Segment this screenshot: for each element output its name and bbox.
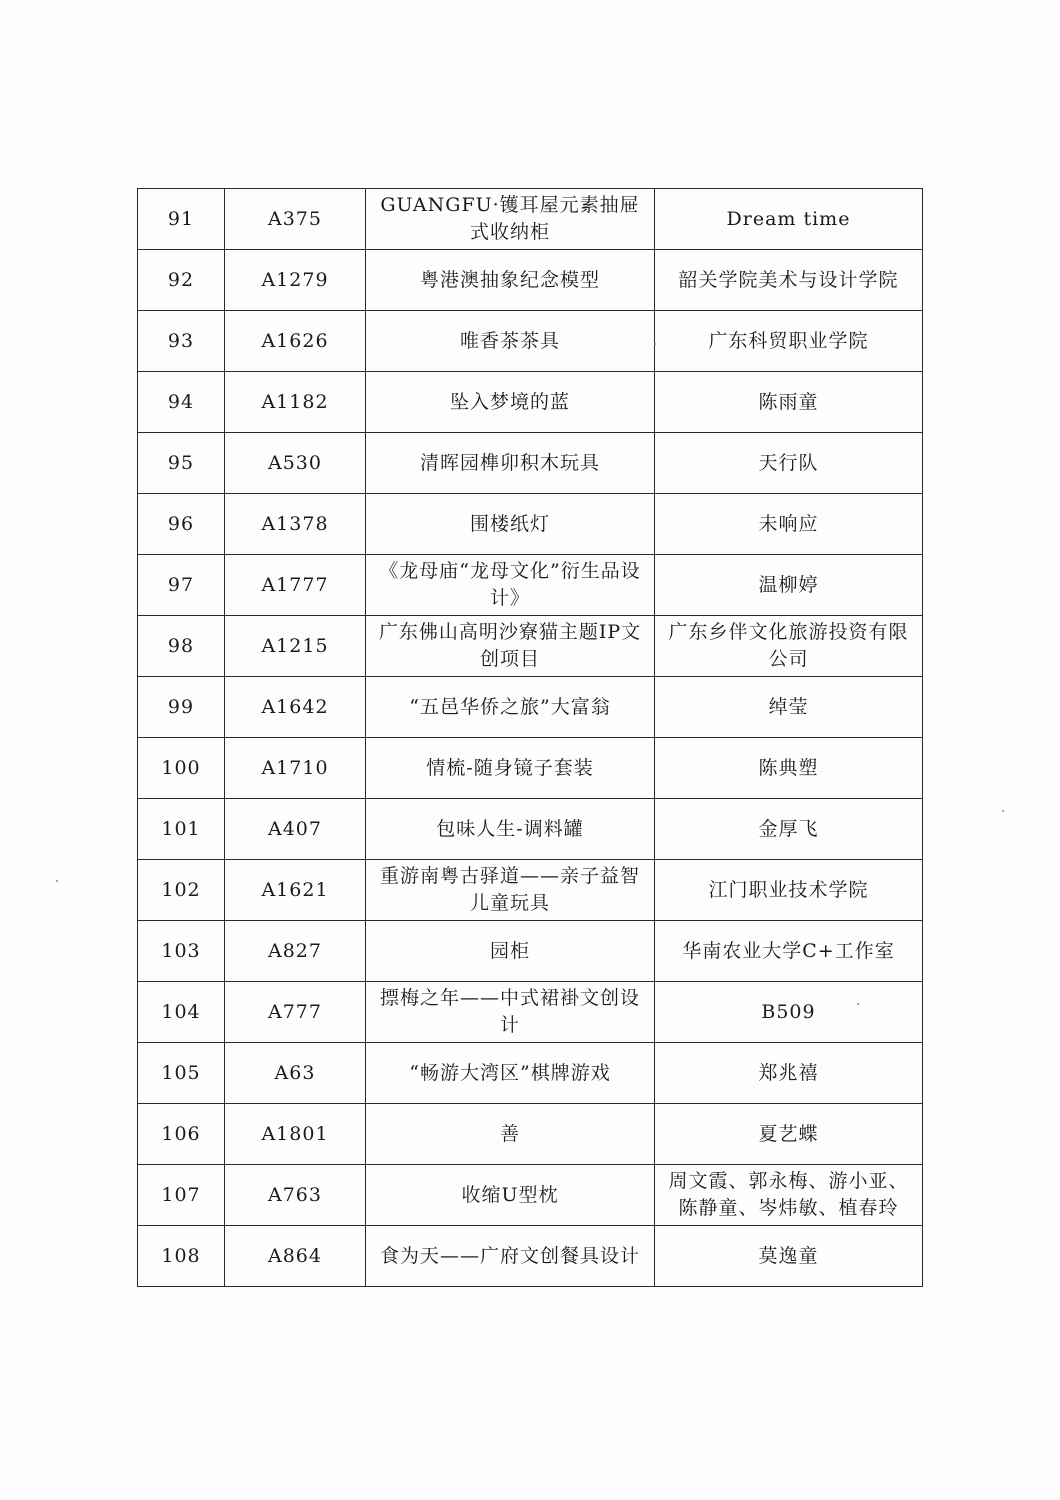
row-number: 95 [138, 433, 225, 494]
table-row [138, 250, 923, 311]
entry-author: 未响应 [655, 494, 923, 555]
entry-title: 善 [366, 1104, 655, 1165]
entry-code: A1642 [225, 677, 366, 738]
entry-author: 夏艺蝶 [655, 1104, 923, 1165]
entry-code: A1378 [225, 494, 366, 555]
entry-title: “五邑华侨之旅”大富翁 [366, 677, 655, 738]
entry-author: 陈典塑 [655, 738, 923, 799]
row-number: 98 [138, 616, 225, 677]
entry-title: 收缩U型枕 [366, 1165, 655, 1226]
table-row [138, 860, 923, 921]
table-row [138, 1043, 923, 1104]
entry-code: A1710 [225, 738, 366, 799]
entry-author: 韶关学院美术与设计学院 [655, 250, 923, 311]
table-row [138, 1226, 923, 1287]
table-row [138, 311, 923, 372]
table-row [138, 616, 923, 677]
entry-title: 食为天——广府文创餐具设计 [366, 1226, 655, 1287]
row-number: 92 [138, 250, 225, 311]
row-number: 102 [138, 860, 225, 921]
entry-title: 园柜 [366, 921, 655, 982]
row-number: 99 [138, 677, 225, 738]
entry-author: 莫逸童 [655, 1226, 923, 1287]
row-number: 100 [138, 738, 225, 799]
entry-title: 《龙母庙“龙母文化”衍生品设计》 [366, 555, 655, 616]
entry-code: A1621 [225, 860, 366, 921]
entry-author: 郑兆禧 [655, 1043, 923, 1104]
entry-title: GUANGFU·镬耳屋元素抽屉式收纳柜 [366, 189, 655, 250]
scan-speck [654, 343, 656, 345]
row-number: 106 [138, 1104, 225, 1165]
table-row [138, 433, 923, 494]
entry-author: 绰莹 [655, 677, 923, 738]
entry-author: 周文霞、郭永梅、游小亚、陈静童、岑炜敏、植春玲 [655, 1165, 923, 1226]
table-row [138, 494, 923, 555]
table-row [138, 372, 923, 433]
entry-code: A864 [225, 1226, 366, 1287]
entry-title: 重游南粤古驿道——亲子益智儿童玩具 [366, 860, 655, 921]
row-number: 94 [138, 372, 225, 433]
row-number: 91 [138, 189, 225, 250]
table-row [138, 921, 923, 982]
row-number: 93 [138, 311, 225, 372]
table-row [138, 982, 923, 1043]
row-number: 107 [138, 1165, 225, 1226]
entry-author: 广东科贸职业学院 [655, 311, 923, 372]
entry-title: 包味人生-调料罐 [366, 799, 655, 860]
entry-title: 粤港澳抽象纪念模型 [366, 250, 655, 311]
entry-code: A1215 [225, 616, 366, 677]
row-number: 97 [138, 555, 225, 616]
table-row [138, 1165, 923, 1226]
table-row [138, 1104, 923, 1165]
entry-code: A777 [225, 982, 366, 1043]
entry-code: A530 [225, 433, 366, 494]
entry-title: 围楼纸灯 [366, 494, 655, 555]
entry-author: B509 [655, 982, 923, 1043]
entry-code: A1182 [225, 372, 366, 433]
table-row [138, 677, 923, 738]
entry-author: 江门职业技术学院 [655, 860, 923, 921]
entry-code: A1626 [225, 311, 366, 372]
entry-code: A763 [225, 1165, 366, 1226]
entry-title: 清晖园榫卯积木玩具 [366, 433, 655, 494]
entry-author: 金厚飞 [655, 799, 923, 860]
row-number: 105 [138, 1043, 225, 1104]
award-list-table [137, 188, 923, 1287]
scan-speck [56, 880, 58, 882]
row-number: 103 [138, 921, 225, 982]
entry-author: Dream time [655, 189, 923, 250]
entry-code: A407 [225, 799, 366, 860]
row-number: 108 [138, 1226, 225, 1287]
entry-title: 坠入梦境的蓝 [366, 372, 655, 433]
entry-author: 华南农业大学C+工作室 [655, 921, 923, 982]
entry-title: 唯香茶茶具 [366, 311, 655, 372]
entry-title: “畅游大湾区”棋牌游戏 [366, 1043, 655, 1104]
scan-speck [1002, 810, 1004, 812]
table-row [138, 189, 923, 250]
entry-code: A1801 [225, 1104, 366, 1165]
scan-speck [857, 1003, 859, 1005]
entry-author: 广东乡伴文化旅游投资有限公司 [655, 616, 923, 677]
entry-title: 情梳-随身镜子套装 [366, 738, 655, 799]
row-number: 104 [138, 982, 225, 1043]
row-number: 101 [138, 799, 225, 860]
entry-code: A375 [225, 189, 366, 250]
entry-author: 天行队 [655, 433, 923, 494]
table-row [138, 799, 923, 860]
entry-title: 广东佛山高明沙寮猫主题IP文创项目 [366, 616, 655, 677]
entry-author: 陈雨童 [655, 372, 923, 433]
table-row [138, 738, 923, 799]
entry-code: A1777 [225, 555, 366, 616]
entry-code: A827 [225, 921, 366, 982]
row-number: 96 [138, 494, 225, 555]
table-row [138, 555, 923, 616]
entry-code: A1279 [225, 250, 366, 311]
entry-title: 摽梅之年——中式裙褂文创设计 [366, 982, 655, 1043]
entry-code: A63 [225, 1043, 366, 1104]
entry-author: 温柳婷 [655, 555, 923, 616]
